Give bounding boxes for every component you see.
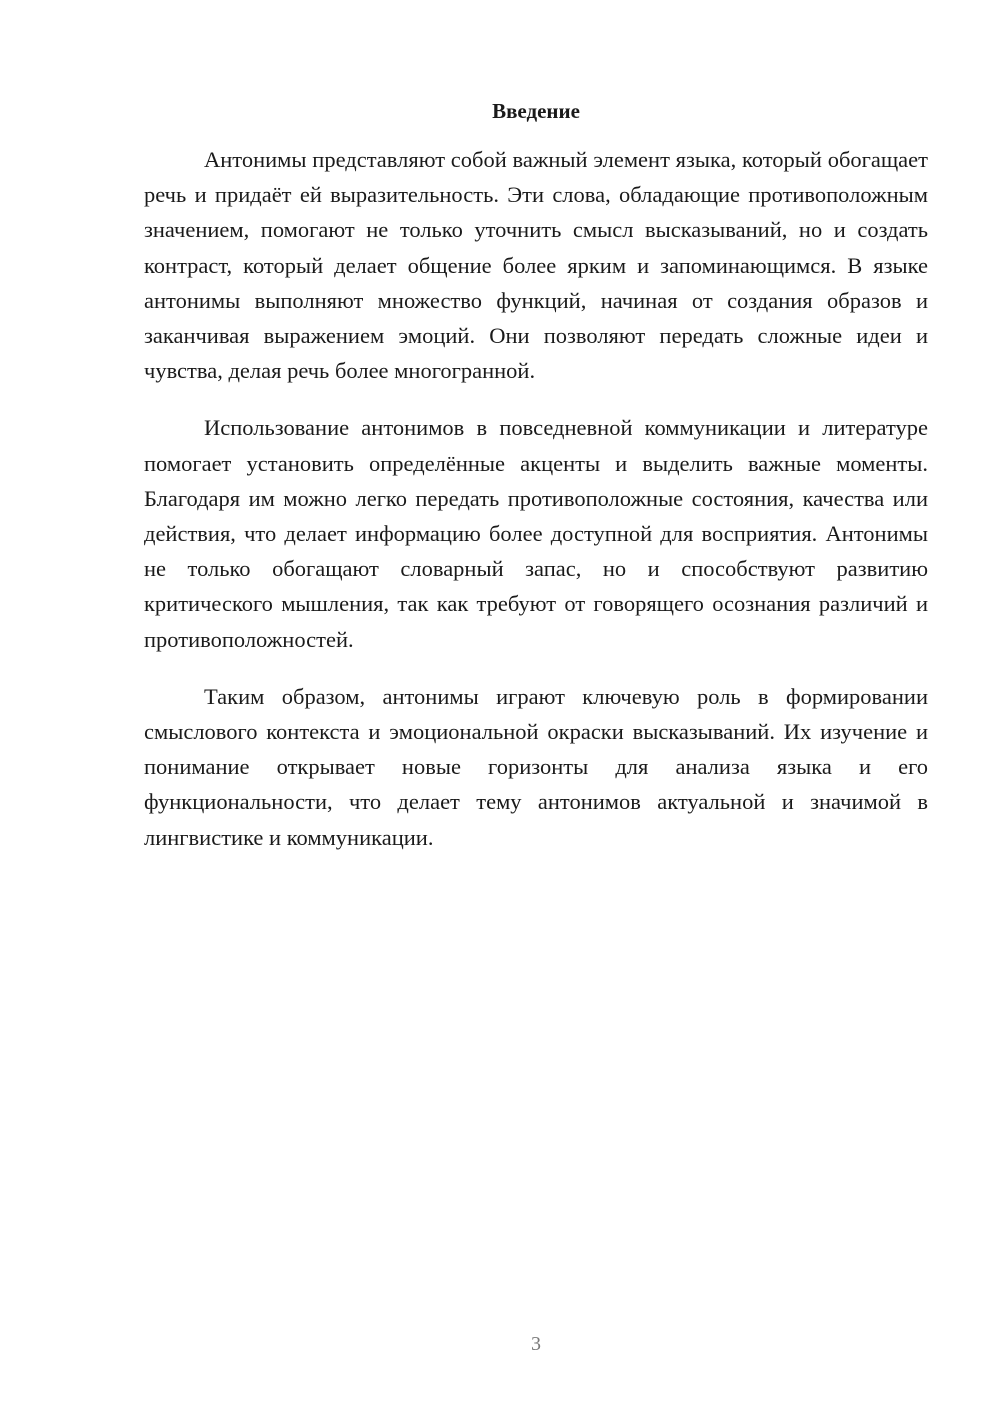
paragraph-3: Таким образом, антонимы играют ключевую роль в формировании смыслового контекста и эмоциональной окраски высказываний. Их изучение и понимание открывает новые горизонты для анализа языка и его функциональности, что делает тему антонимов актуальной и значимой в лингвистике и коммуникации.	[144, 683, 928, 850]
section-title: Введение	[492, 99, 580, 123]
body-text	[144, 142, 928, 877]
paragraph-1: Антонимы представляют собой важный элемент языка, который обогащает речь и придаёт ей выразительность. Эти слова, обладающие противоположным значением, помогают не только уточнить смысл высказываний, но и создать контраст, который делает общение более ярким и запоминающимся. В языке антонимы выполняют множество функций, начиная от создания образов и заканчивая выражением эмоций. Они позволяют передать сложные идеи и чувства, делая речь более многогранной.	[144, 147, 928, 384]
page-number: 3	[531, 1333, 541, 1355]
paragraph-2: Использование антонимов в повседневной коммуникации и литературе помогает установить определённые акценты и выделить важные моменты. Благодаря им можно легко передать противоположные состояния, качества или действия, что делает информацию более доступной для восприятия. Антонимы не только обогащают словарный запас, но и способствуют развитию критического мышления, так как требуют от говорящего осознания различий и противоположностей.	[144, 415, 928, 652]
